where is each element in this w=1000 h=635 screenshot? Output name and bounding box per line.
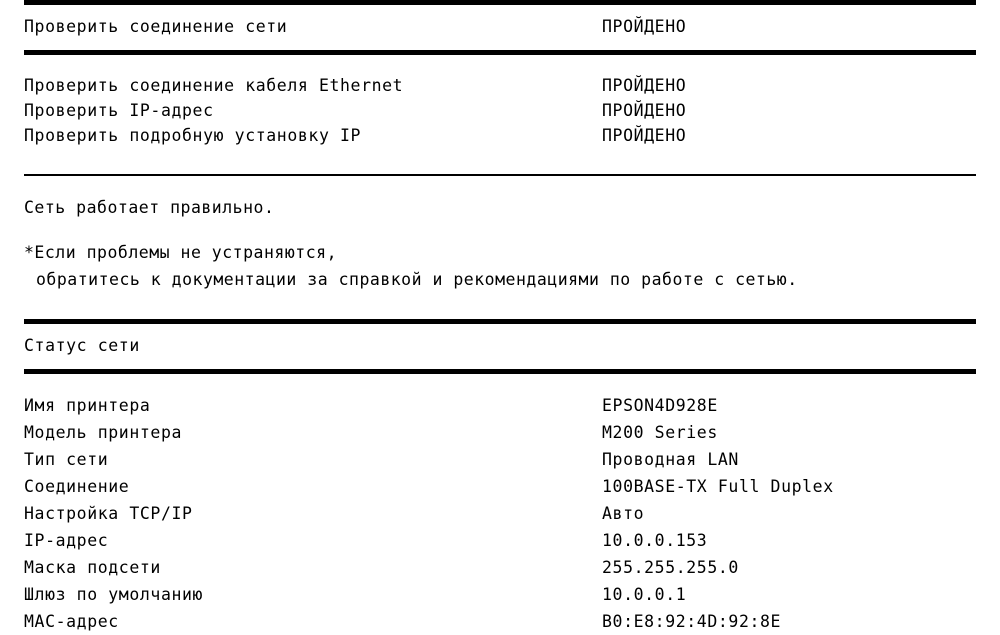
note-line-1: *Если проблемы не устраняются,	[24, 243, 338, 262]
check-summary-value: ПРОЙДЕНО	[602, 17, 687, 36]
status-title-row	[24, 324, 976, 369]
note-line-2: обратитесь к документации за справкой и рекомендациями по работе с сетью.	[36, 270, 798, 289]
check-label: Проверить IP-адрес	[24, 101, 214, 120]
status-label: Тип сети	[24, 450, 109, 469]
table-row	[24, 527, 976, 554]
status-label: Маска подсети	[24, 558, 161, 577]
status-value: 255.255.255.0	[602, 558, 739, 577]
table-row	[24, 500, 976, 527]
status-label: Модель принтера	[24, 423, 183, 442]
status-value: Проводная LAN	[602, 450, 739, 469]
status-value: B0:E8:92:4D:92:8E	[602, 612, 782, 631]
status-label: Настройка TCP/IP	[24, 504, 193, 523]
check-summary-row	[24, 5, 976, 50]
status-label: MAC-адрес	[24, 612, 119, 631]
table-row	[24, 73, 976, 98]
status-label: IP-адрес	[24, 531, 109, 550]
result-message: Сеть работает правильно.	[24, 198, 275, 217]
network-status-table	[24, 392, 976, 635]
check-value: ПРОЙДЕНО	[602, 126, 687, 145]
table-row	[24, 419, 976, 446]
check-results-list	[24, 73, 976, 148]
table-row	[24, 123, 976, 148]
table-row	[24, 98, 976, 123]
table-row	[24, 392, 976, 419]
status-value: EPSON4D928E	[602, 396, 718, 415]
check-label: Проверить подробную установку IP	[24, 126, 362, 145]
status-value: 10.0.0.153	[602, 531, 708, 550]
check-value: ПРОЙДЕНО	[602, 101, 687, 120]
status-label: Шлюз по умолчанию	[24, 585, 204, 604]
status-label: Соединение	[24, 477, 130, 496]
table-row	[24, 608, 976, 635]
table-row	[24, 473, 976, 500]
status-value: Авто	[602, 504, 645, 523]
status-value: 100BASE-TX Full Duplex	[602, 477, 834, 496]
check-summary-label: Проверить соединение сети	[24, 17, 288, 36]
table-row	[24, 554, 976, 581]
table-row	[24, 446, 976, 473]
check-label: Проверить соединение кабеля Ethernet	[24, 76, 404, 95]
check-value: ПРОЙДЕНО	[602, 76, 687, 95]
status-label: Имя принтера	[24, 396, 151, 415]
status-value: 10.0.0.1	[602, 585, 687, 604]
status-value: M200 Series	[602, 423, 718, 442]
page-title: Статус сети	[24, 336, 140, 355]
